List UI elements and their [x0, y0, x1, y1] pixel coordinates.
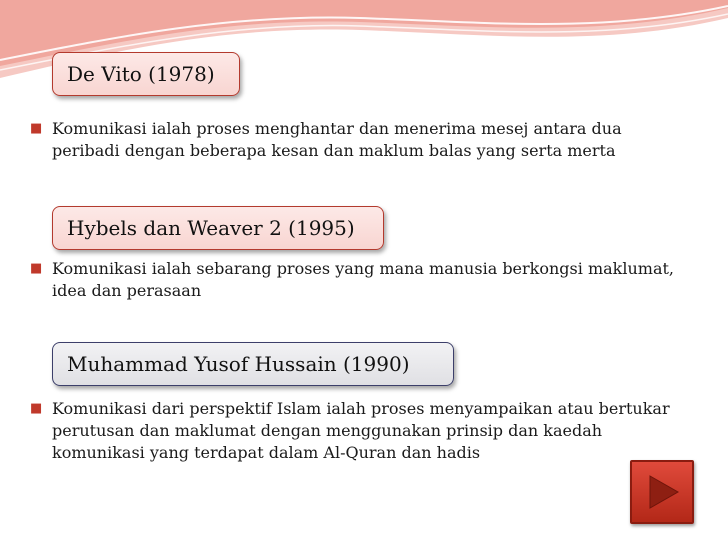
definition-paragraph [30, 258, 680, 302]
heading-muhammad-yusof [52, 342, 454, 386]
definition-paragraph [30, 118, 680, 162]
heading-label: De Vito (1978) [67, 62, 215, 86]
definition-paragraph [30, 398, 680, 464]
definition-text: Komunikasi ialah sebarang proses yang mana manusia berkongsi maklumat, idea dan perasaan [52, 259, 675, 300]
square-bullet-icon: ■ [30, 261, 43, 276]
heading-label: Muhammad Yusof Hussain (1990) [67, 352, 410, 376]
definition-text: Komunikasi dari perspektif Islam ialah proses menyampaikan atau bertukar perutusan dan maklumat dengan menggunakan prinsip dan kaedah komunikasi yang terdapat dalam Al-Quran dan hadis [52, 399, 670, 462]
square-bullet-icon: ■ [30, 401, 43, 416]
next-slide-button[interactable] [630, 460, 694, 524]
definition-text: Komunikasi ialah proses menghantar dan menerima mesej antara dua peribadi dengan beberapa kesan dan maklum balas yang serta merta [52, 119, 622, 160]
heading-de-vito [52, 52, 240, 96]
play-next-icon [642, 472, 682, 512]
heading-label: Hybels dan Weaver 2 (1995) [67, 216, 355, 240]
heading-hybels-weaver [52, 206, 384, 250]
square-bullet-icon: ■ [30, 121, 43, 136]
